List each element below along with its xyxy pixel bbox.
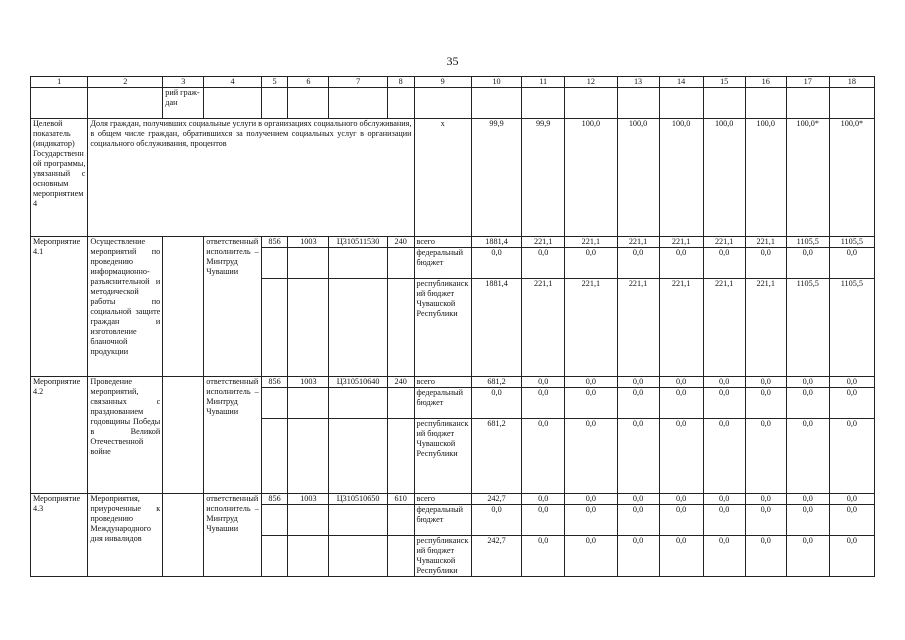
funding-value: 1881,4	[471, 237, 521, 248]
funding-value: 0,0	[745, 419, 786, 494]
measure-name: Мероприятия, приуроченные к проведению Международного дня инвалидов	[88, 494, 163, 577]
measure-executor: ответственный исполнитель – Минтруд Чувашии	[204, 494, 261, 577]
funding-value: 0,0	[522, 505, 565, 536]
funding-value: 0,0	[617, 419, 659, 494]
funding-value: 221,1	[617, 279, 659, 377]
funding-value: 681,2	[471, 419, 521, 494]
column-header: 8	[387, 77, 414, 88]
funding-value: 0,0	[659, 248, 703, 279]
empty-cell	[387, 419, 414, 494]
indicator-mark: х	[414, 119, 471, 237]
indicator-value: 99,9	[471, 119, 521, 237]
funding-source: федеральный бюджет	[414, 248, 471, 279]
funding-value: 221,1	[703, 279, 745, 377]
empty-cell	[288, 388, 329, 419]
empty-cell	[288, 279, 329, 377]
column-header: 17	[786, 77, 829, 88]
funding-source: федеральный бюджет	[414, 505, 471, 536]
indicator-row	[31, 119, 875, 237]
funding-value: 0,0	[745, 494, 786, 505]
measure-executor: ответственный исполнитель – Минтруд Чувашии	[204, 377, 261, 494]
funding-value: 0,0	[565, 419, 617, 494]
measure-id: Мероприятие 4.1	[31, 237, 88, 377]
measure-row	[31, 494, 875, 505]
funding-value: 681,2	[471, 377, 521, 388]
indicator-value: 99,9	[522, 119, 565, 237]
funding-value: 0,0	[522, 388, 565, 419]
table-body	[31, 77, 875, 577]
funding-value: 0,0	[745, 377, 786, 388]
funding-value: 0,0	[745, 248, 786, 279]
continuation-row	[31, 88, 875, 119]
funding-value: 0,0	[617, 377, 659, 388]
empty-cell	[387, 279, 414, 377]
column-header: 15	[703, 77, 745, 88]
indicator-value: 100,0	[703, 119, 745, 237]
grbs-code: 856	[261, 377, 288, 388]
expense-type: 240	[387, 377, 414, 388]
funding-value: 0,0	[703, 505, 745, 536]
empty-cell	[288, 536, 329, 577]
funding-value: 0,0	[659, 536, 703, 577]
indicator-value: 100,0	[565, 119, 617, 237]
funding-value: 242,7	[471, 494, 521, 505]
empty-cell	[329, 536, 387, 577]
empty-cell	[329, 505, 387, 536]
indicator-value: 100,0	[745, 119, 786, 237]
funding-value: 1881,4	[471, 279, 521, 377]
header-row	[31, 77, 875, 88]
empty-cell	[288, 248, 329, 279]
target-article: Ц310510640	[329, 377, 387, 388]
empty-cell	[261, 419, 288, 494]
funding-value: 0,0	[522, 536, 565, 577]
measure-name: Осуществление мероприятий по проведению информационно-разъяснительной и методической работы по социальной защите граждан и изготовление бланочной продукции	[88, 237, 163, 377]
funding-value: 0,0	[471, 505, 521, 536]
funding-value: 0,0	[745, 388, 786, 419]
funding-value: 0,0	[829, 536, 874, 577]
empty-cell	[329, 388, 387, 419]
continuation-cell: рий граж-дан	[163, 88, 204, 119]
measure-name: Проведение мероприятий, связанных с празднованием годовщины Победы в Великой Отечественной войне	[88, 377, 163, 494]
empty-cell	[329, 279, 387, 377]
empty-cell	[387, 248, 414, 279]
funding-source: всего	[414, 377, 471, 388]
indicator-label: Целевой показатель (индикатор) Государственной программы, увязанный с основным мероприятием 4	[31, 119, 88, 237]
funding-value: 0,0	[617, 494, 659, 505]
column-header: 5	[261, 77, 288, 88]
funding-value: 0,0	[829, 377, 874, 388]
funding-value: 0,0	[786, 536, 829, 577]
column-header: 7	[329, 77, 387, 88]
funding-value: 0,0	[786, 505, 829, 536]
funding-value: 0,0	[786, 494, 829, 505]
funding-value: 0,0	[565, 505, 617, 536]
funding-source: федеральный бюджет	[414, 388, 471, 419]
column-header: 4	[204, 77, 261, 88]
column-header: 11	[522, 77, 565, 88]
funding-value: 221,1	[703, 237, 745, 248]
empty-cell	[261, 388, 288, 419]
funding-value: 221,1	[745, 237, 786, 248]
section-code: 1003	[288, 494, 329, 505]
funding-value: 0,0	[471, 248, 521, 279]
expense-type: 610	[387, 494, 414, 505]
funding-value: 242,7	[471, 536, 521, 577]
funding-value: 0,0	[786, 388, 829, 419]
funding-value: 0,0	[522, 248, 565, 279]
section-code: 1003	[288, 237, 329, 248]
funding-value: 0,0	[565, 377, 617, 388]
funding-value: 0,0	[659, 505, 703, 536]
funding-value: 1105,5	[829, 279, 874, 377]
empty-cell	[329, 248, 387, 279]
column-header: 3	[163, 77, 204, 88]
funding-source: республиканский бюджет Чувашской Республики	[414, 279, 471, 377]
funding-value: 0,0	[522, 494, 565, 505]
funding-value: 221,1	[522, 279, 565, 377]
funding-value: 0,0	[829, 388, 874, 419]
funding-value: 221,1	[565, 279, 617, 377]
grbs-code: 856	[261, 237, 288, 248]
indicator-value: 100,0	[659, 119, 703, 237]
funding-source: республиканский бюджет Чувашской Республики	[414, 419, 471, 494]
funding-value: 1105,5	[786, 237, 829, 248]
funding-value: 1105,5	[829, 237, 874, 248]
empty-cell	[387, 536, 414, 577]
empty-cell	[387, 388, 414, 419]
funding-source: всего	[414, 237, 471, 248]
expense-type: 240	[387, 237, 414, 248]
funding-value: 0,0	[829, 419, 874, 494]
empty-cell	[288, 419, 329, 494]
funding-value: 0,0	[745, 536, 786, 577]
column-header: 13	[617, 77, 659, 88]
funding-value: 0,0	[786, 248, 829, 279]
measure-id: Мероприятие 4.3	[31, 494, 88, 577]
funding-value: 0,0	[659, 419, 703, 494]
measure-row	[31, 377, 875, 388]
funding-value: 0,0	[565, 248, 617, 279]
column-header: 14	[659, 77, 703, 88]
section-code: 1003	[288, 377, 329, 388]
funding-value: 0,0	[565, 494, 617, 505]
column-header: 16	[745, 77, 786, 88]
funding-source: республиканский бюджет Чувашской Республики	[414, 536, 471, 577]
target-article: Ц310510650	[329, 494, 387, 505]
column-header: 6	[288, 77, 329, 88]
funding-value: 0,0	[522, 377, 565, 388]
funding-value: 0,0	[659, 494, 703, 505]
funding-value: 221,1	[522, 237, 565, 248]
funding-value: 0,0	[703, 419, 745, 494]
funding-value: 221,1	[617, 237, 659, 248]
funding-value: 0,0	[703, 248, 745, 279]
target-article: Ц310511530	[329, 237, 387, 248]
funding-value: 0,0	[703, 388, 745, 419]
column-header: 18	[829, 77, 874, 88]
empty-cell	[163, 237, 204, 377]
empty-cell	[261, 536, 288, 577]
column-header: 12	[565, 77, 617, 88]
funding-value: 221,1	[565, 237, 617, 248]
funding-value: 221,1	[745, 279, 786, 377]
empty-cell	[261, 505, 288, 536]
empty-cell	[261, 279, 288, 377]
funding-value: 0,0	[565, 536, 617, 577]
funding-value: 1105,5	[786, 279, 829, 377]
funding-value: 0,0	[565, 388, 617, 419]
column-header: 1	[31, 77, 88, 88]
funding-value: 0,0	[659, 388, 703, 419]
measure-id: Мероприятие 4.2	[31, 377, 88, 494]
funding-value: 0,0	[829, 505, 874, 536]
funding-value: 0,0	[703, 536, 745, 577]
indicator-value: 100,0*	[786, 119, 829, 237]
page-number: 35	[446, 54, 459, 68]
column-header: 2	[88, 77, 163, 88]
budget-table	[30, 76, 875, 577]
funding-value: 221,1	[659, 279, 703, 377]
funding-value: 0,0	[617, 388, 659, 419]
indicator-value: 100,0*	[829, 119, 874, 237]
empty-cell	[163, 377, 204, 494]
indicator-value: 100,0	[617, 119, 659, 237]
funding-value: 0,0	[617, 505, 659, 536]
grbs-code: 856	[261, 494, 288, 505]
empty-cell	[163, 494, 204, 577]
column-header: 10	[471, 77, 521, 88]
funding-value: 0,0	[617, 248, 659, 279]
empty-cell	[387, 505, 414, 536]
empty-cell	[261, 248, 288, 279]
funding-value: 0,0	[617, 536, 659, 577]
measure-row	[31, 237, 875, 248]
funding-value: 0,0	[745, 505, 786, 536]
funding-value: 0,0	[522, 419, 565, 494]
funding-value: 0,0	[703, 377, 745, 388]
column-header: 9	[414, 77, 471, 88]
funding-value: 0,0	[786, 419, 829, 494]
funding-value: 221,1	[659, 237, 703, 248]
empty-cell	[288, 505, 329, 536]
indicator-text: Доля граждан, получивших социальные услуги в организациях социального обслуживания, в общем числе граждан, обратившихся за получением социальных услуг в организации социального обслуживания, процентов	[88, 119, 414, 237]
funding-source: всего	[414, 494, 471, 505]
funding-value: 0,0	[829, 494, 874, 505]
empty-cell	[329, 419, 387, 494]
funding-value: 0,0	[786, 377, 829, 388]
measure-executor: ответственный исполнитель – Минтруд Чувашии	[204, 237, 261, 377]
funding-value: 0,0	[659, 377, 703, 388]
funding-value: 0,0	[829, 248, 874, 279]
funding-value: 0,0	[471, 388, 521, 419]
funding-value: 0,0	[703, 494, 745, 505]
